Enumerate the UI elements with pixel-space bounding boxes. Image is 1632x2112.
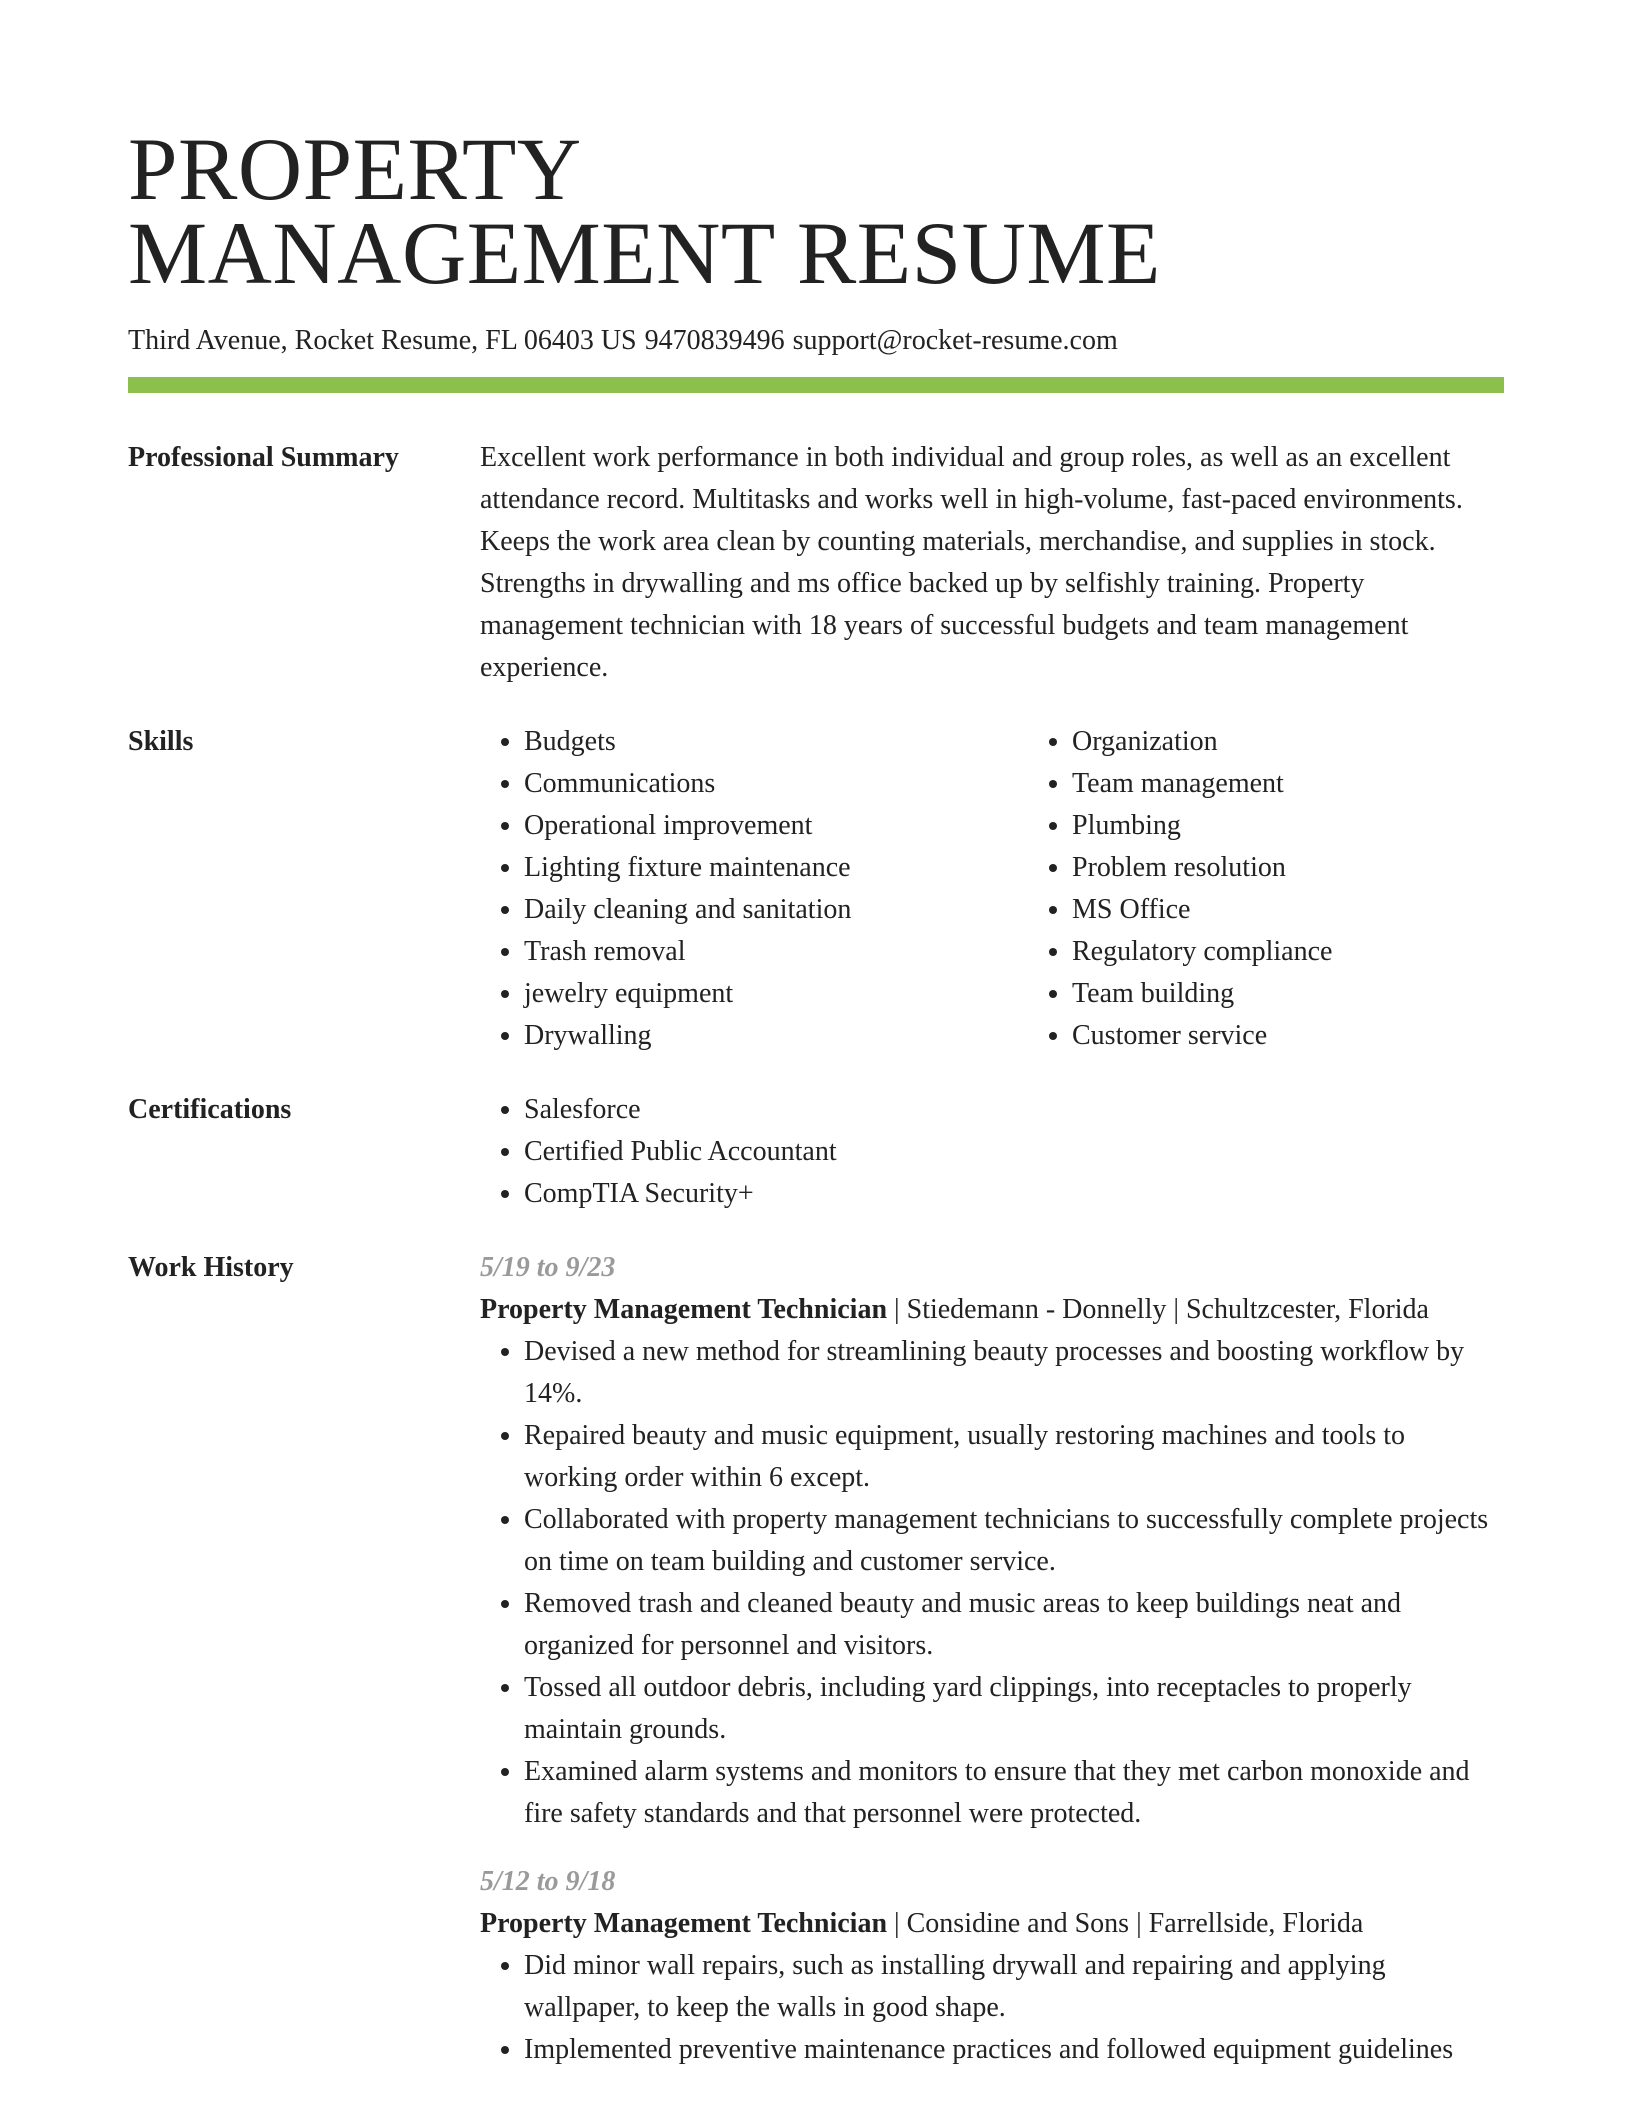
resume-page bbox=[128, 0, 1504, 2071]
summary-text: Excellent work performance in both individual and group roles, as well as an excellent attendance record. Multitasks and works well in high-volume, fast-paced environments. Keeps the work area clean by counting materials, merchandise, and supplies in stock. Strengths in drywalling and ms office backed up by selfishly training. Property management technician with 18 years of successful budgets and team management experience. bbox=[480, 442, 1463, 683]
skill-item: • Team building bbox=[1072, 973, 1576, 1015]
job-title: Property Management Technician bbox=[480, 1294, 888, 1325]
skills-columns bbox=[480, 721, 1576, 1057]
job-dates: 5/19 to 9/23 bbox=[480, 1252, 616, 1283]
skill-item: • Problem resolution bbox=[1072, 847, 1576, 889]
job-dates: 5/12 to 9/18 bbox=[480, 1866, 616, 1897]
job-bullet: • Tossed all outdoor debris, including yard clippings, into receptacles to properly maintain grounds. bbox=[524, 1667, 1504, 1751]
job-bullet: • Did minor wall repairs, such as installing drywall and repairing and applying wallpaper, to keep the walls in good shape. bbox=[524, 1945, 1504, 2029]
skill-item: • Lighting fixture maintenance bbox=[524, 847, 1028, 889]
skills-column-left bbox=[480, 721, 1028, 1057]
skills-heading: Skills bbox=[128, 726, 194, 757]
skill-item: • Plumbing bbox=[1072, 805, 1576, 847]
contact-address: Third Avenue, Rocket Resume, FL 06403 US bbox=[128, 325, 637, 356]
job-bullet: • Repaired beauty and music equipment, usually restoring machines and tools to working order within 6 except. bbox=[524, 1415, 1504, 1499]
summary-section bbox=[128, 437, 1504, 689]
skill-item: • Drywalling bbox=[524, 1015, 1028, 1057]
job-bullet: • Implemented preventive maintenance practices and followed equipment guidelines bbox=[524, 2029, 1504, 2071]
skill-item: • Regulatory compliance bbox=[1072, 931, 1576, 973]
job-entry bbox=[480, 1861, 1504, 2071]
job-bullet: • Collaborated with property management technicians to successfully complete projects on time on team building and customer service. bbox=[524, 1499, 1504, 1583]
job-bullet: • Devised a new method for streamlining beauty processes and boosting workflow by 14%. bbox=[524, 1331, 1504, 1415]
header-divider bbox=[128, 377, 1504, 393]
skill-item: • Trash removal bbox=[524, 931, 1028, 973]
resume-title-line1: PROPERTY bbox=[128, 121, 582, 219]
job-header bbox=[480, 1289, 1504, 1331]
certification-item: • CompTIA Security+ bbox=[524, 1173, 1504, 1215]
job-header bbox=[480, 1903, 1504, 1945]
job-bullet: • Removed trash and cleaned beauty and music areas to keep buildings neat and organized for personnel and visitors. bbox=[524, 1583, 1504, 1667]
certifications-list bbox=[480, 1089, 1504, 1215]
skill-item: • Customer service bbox=[1072, 1015, 1576, 1057]
contact-email: support@rocket-resume.com bbox=[792, 325, 1118, 356]
skills-section bbox=[128, 721, 1504, 1057]
work-history-section bbox=[128, 1247, 1504, 2071]
job-employer-location: | Stiedemann - Donnelly | Schultzcester, Florida bbox=[887, 1294, 1429, 1325]
skill-item: • Organization bbox=[1072, 721, 1576, 763]
skill-item: • Team management bbox=[1072, 763, 1576, 805]
skill-item: • Daily cleaning and sanitation bbox=[524, 889, 1028, 931]
resume-title bbox=[128, 121, 1504, 303]
contact-line bbox=[128, 324, 1504, 358]
job-bullet: • Examined alarm systems and monitors to ensure that they met carbon monoxide and fire safety standards and that personnel were protected. bbox=[524, 1751, 1504, 1835]
job-entry bbox=[480, 1247, 1504, 1835]
certifications-heading: Certifications bbox=[128, 1094, 292, 1125]
certification-item: • Salesforce bbox=[524, 1089, 1504, 1131]
skill-item: • Budgets bbox=[524, 721, 1028, 763]
skill-item: • Communications bbox=[524, 763, 1028, 805]
skills-column-right bbox=[1028, 721, 1576, 1057]
skill-item: • jewelry equipment bbox=[524, 973, 1028, 1015]
skill-item: • Operational improvement bbox=[524, 805, 1028, 847]
resume-title-line2: MANAGEMENT RESUME bbox=[128, 205, 1161, 303]
certifications-section bbox=[128, 1089, 1504, 1215]
job-bullets bbox=[480, 1331, 1504, 1835]
skill-item: • MS Office bbox=[1072, 889, 1576, 931]
job-employer-location: | Considine and Sons | Farrellside, Florida bbox=[887, 1908, 1364, 1939]
certifications-body bbox=[480, 1089, 1504, 1215]
summary-heading: Professional Summary bbox=[128, 442, 399, 473]
job-bullets bbox=[480, 1945, 1504, 2071]
job-title: Property Management Technician bbox=[480, 1908, 888, 1939]
contact-phone: 9470839496 bbox=[644, 325, 785, 356]
work-history-body bbox=[480, 1247, 1504, 2071]
work-history-heading: Work History bbox=[128, 1252, 294, 1283]
certification-item: • Certified Public Accountant bbox=[524, 1131, 1504, 1173]
